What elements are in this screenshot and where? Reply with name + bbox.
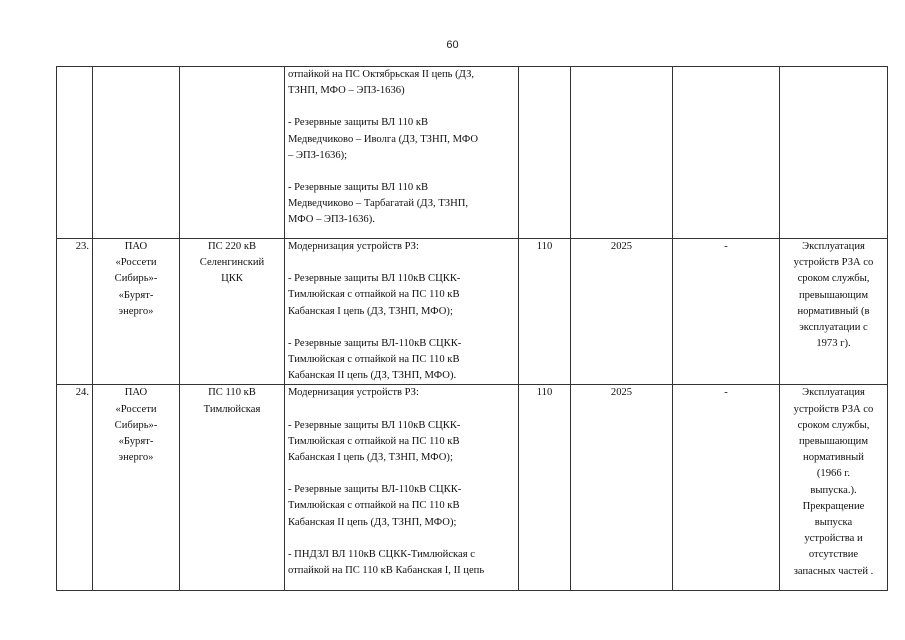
voltage-cell — [519, 385, 571, 591]
reason-line: (1966 г. — [816, 468, 851, 480]
paragraph-gap — [288, 255, 515, 271]
organization-cell — [93, 239, 180, 385]
description-line: Медведчиково – Иволга (ДЗ, ТЗНП, МФО — [288, 133, 478, 145]
description-line: Тимлюйская с отпайкой на ПС 110 кВ — [288, 289, 460, 301]
row-number-cell — [57, 385, 93, 591]
organization-line: «Россети — [115, 257, 157, 269]
reason-line: Эксплуатация — [802, 387, 865, 399]
table-row — [57, 67, 888, 239]
description-line: Медведчиково – Тарбагатай (ДЗ, ТЗНП, — [288, 198, 469, 210]
object-cell — [180, 385, 285, 591]
description-line: Кабанская I цепь (ДЗ, ТЗНП, МФО); — [288, 452, 453, 464]
voltage-cell — [519, 67, 571, 239]
investment-table — [56, 66, 888, 591]
column-seven-cell — [673, 385, 780, 591]
description-line: - Резервные защиты ВЛ 110 кВ — [288, 117, 429, 129]
description-line: - Резервные защиты ВЛ 110кВ СЦКК- — [288, 419, 461, 431]
voltage-value: 110 — [536, 387, 553, 399]
description-line: Кабанская I цепь (ДЗ, ТЗНП, МФО); — [288, 305, 453, 317]
reason-line: устройства и — [804, 533, 863, 545]
organization-cell — [93, 67, 180, 239]
paragraph-gap — [288, 164, 515, 180]
reason-line: запасных частей . — [793, 565, 874, 577]
reason-line: сроком службы, — [797, 273, 870, 285]
row-number-cell — [57, 67, 93, 239]
description-line: Кабанская II цепь (ДЗ, ТЗНП, МФО). — [288, 370, 457, 382]
page-number: 60 — [446, 39, 459, 51]
description-line: - Резервные защиты ВЛ 110 кВ — [288, 182, 429, 194]
object-line: ПС 220 кВ — [207, 241, 257, 252]
row-number: 23. — [75, 241, 89, 252]
voltage-value: 110 — [536, 241, 553, 252]
reason-line: выпуска.). — [810, 484, 857, 496]
organization-line: Сибирь»- — [114, 273, 158, 285]
organization-line: ПАО — [124, 241, 148, 252]
object-cell — [180, 67, 285, 239]
description-line: Тимлюйская с отпайкой на ПС 110 кВ — [288, 435, 460, 447]
year-cell — [571, 385, 673, 591]
reason-line: устройств РЗА со — [793, 257, 874, 269]
reason-line: 1973 г). — [816, 338, 851, 350]
organization-line: Сибирь»- — [114, 419, 158, 431]
organization-line: «Россети — [115, 403, 157, 415]
table-row — [57, 239, 888, 385]
description-line: – ЭПЗ-1636); — [288, 149, 348, 161]
row-number-cell — [57, 239, 93, 385]
reason-line: превышающим — [798, 436, 869, 448]
reason-line: отсутствие — [808, 549, 859, 561]
object-cell — [180, 239, 285, 385]
object-line: ПС 110 кВ — [208, 387, 256, 399]
column-seven-value: - — [724, 241, 728, 252]
reason-line: сроком службы, — [797, 419, 870, 431]
description-line: МФО – ЭПЗ-1636). — [288, 214, 375, 226]
reason-cell — [780, 67, 888, 239]
reason-line: выпуска — [814, 517, 853, 529]
description-line: Кабанская II цепь (ДЗ, ТЗНП, МФО); — [288, 516, 457, 528]
description-line: Модернизация устройств РЗ: — [288, 387, 419, 399]
organization-line: «Бурят- — [118, 289, 154, 301]
organization-line: энерго» — [118, 305, 154, 317]
reason-line: устройств РЗА со — [793, 403, 874, 415]
description-line: Тимлюйская с отпайкой на ПС 110 кВ — [288, 354, 460, 366]
reason-cell — [780, 239, 888, 385]
column-seven-value: - — [724, 387, 728, 399]
year-value: 2025 — [610, 387, 633, 399]
voltage-cell — [519, 239, 571, 385]
reason-cell — [780, 385, 888, 591]
paragraph-gap — [288, 402, 515, 418]
description-line: отпайкой на ПС 110 кВ Кабанская I, II цепь — [288, 565, 485, 577]
paragraph-gap — [288, 531, 515, 547]
description-line: отпайкой на ПС Октябрьская II цепь (ДЗ, — [288, 69, 475, 80]
organization-line: энерго» — [118, 452, 154, 464]
description-line: ТЗНП, МФО – ЭПЗ-1636) — [288, 85, 405, 97]
description-line: - Резервные защиты ВЛ-110кВ СЦКК- — [288, 337, 462, 349]
paragraph-gap — [288, 99, 515, 115]
object-line: Селенгинский — [199, 257, 265, 269]
reason-line: эксплуатации с — [799, 322, 868, 334]
table-row — [57, 385, 888, 591]
description-line: Модернизация устройств РЗ: — [288, 241, 419, 252]
year-value: 2025 — [610, 241, 633, 252]
object-line: ЦКК — [221, 273, 243, 285]
paragraph-gap — [288, 320, 515, 336]
organization-line: ПАО — [124, 387, 148, 399]
paragraph-gap — [288, 466, 515, 482]
reason-line: Прекращение — [802, 500, 865, 512]
reason-line: нормативный — [803, 452, 864, 464]
year-cell — [571, 239, 673, 385]
year-cell — [571, 67, 673, 239]
column-seven-cell — [673, 239, 780, 385]
reason-line: нормативный (в — [797, 305, 870, 317]
organization-line: «Бурят- — [118, 436, 154, 448]
description-line: - ПНДЗЛ ВЛ 110кВ СЦКК-Тимлюйская с — [288, 548, 475, 560]
description-cell — [285, 239, 519, 385]
description-cell — [285, 385, 519, 591]
description-line: - Резервные защиты ВЛ 110кВ СЦКК- — [288, 273, 461, 285]
reason-line: превышающим — [798, 289, 869, 301]
description-line: Тимлюйская с отпайкой на ПС 110 кВ — [288, 500, 460, 512]
object-line: Тимлюйская — [203, 403, 261, 415]
description-cell — [285, 67, 519, 239]
table-body — [57, 67, 888, 591]
organization-cell — [93, 385, 180, 591]
row-number: 24. — [75, 387, 89, 399]
reason-line: Эксплуатация — [802, 241, 865, 252]
description-line: - Резервные защиты ВЛ-110кВ СЦКК- — [288, 484, 462, 496]
column-seven-cell — [673, 67, 780, 239]
